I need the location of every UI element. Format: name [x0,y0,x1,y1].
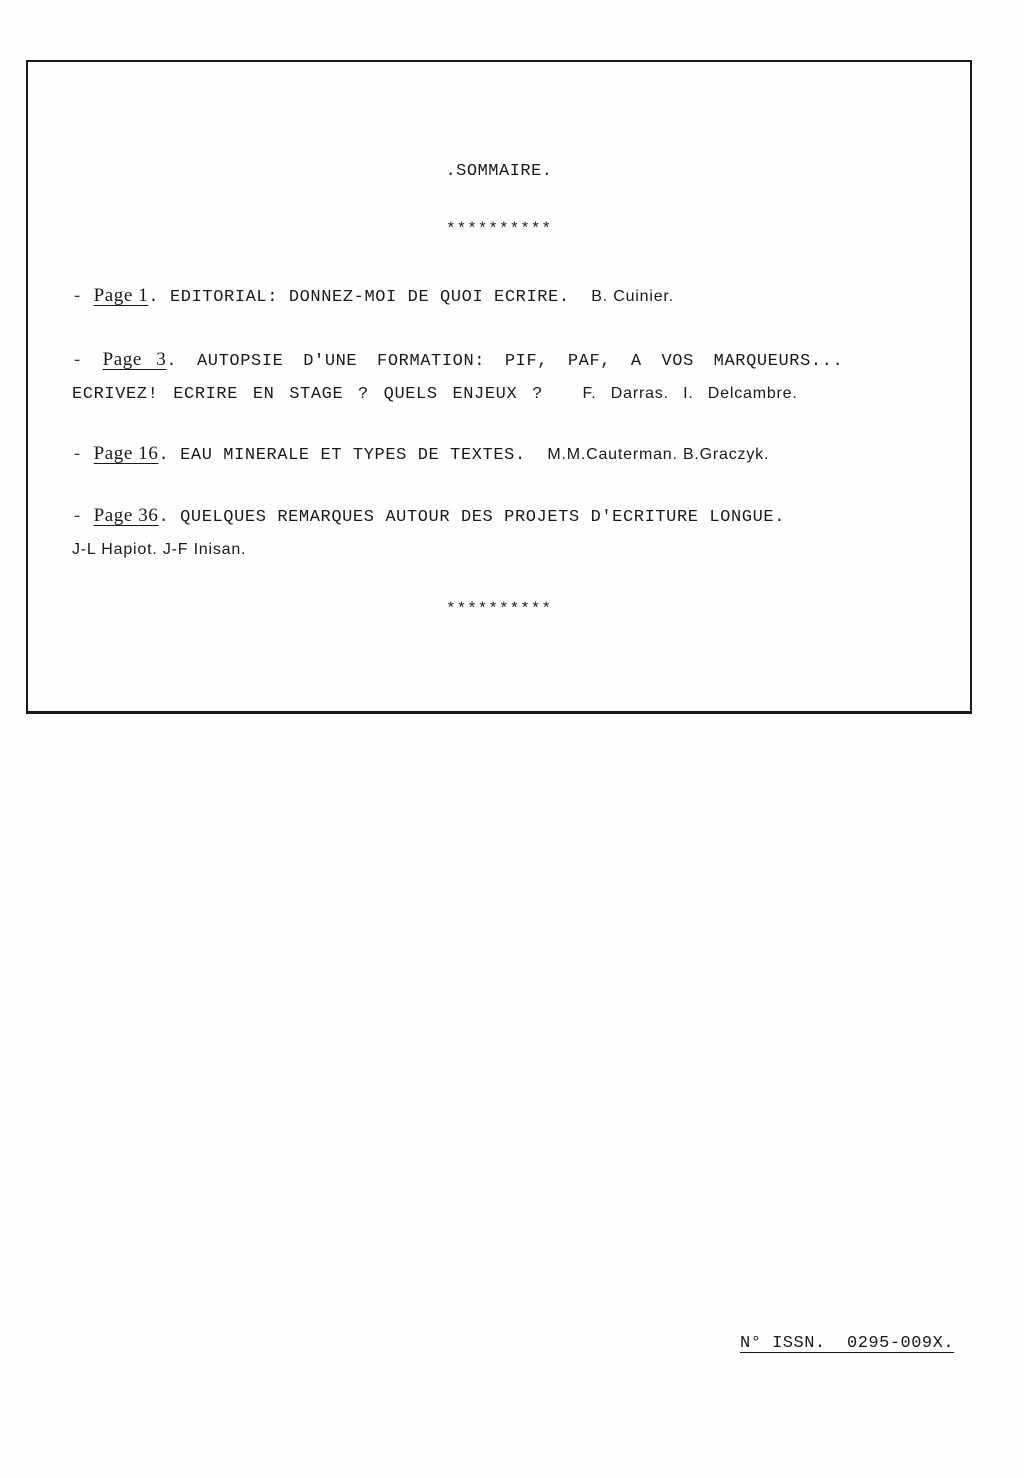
entry-dash: - [72,446,94,465]
entry-authors: F. Darras. I. Delcambre. [582,385,798,402]
entry-page-label: Page 1 [93,285,149,306]
summary-entry [72,438,932,472]
entry-title: . EDITORIAL: DONNEZ-MOI DE QUOI ECRIRE. [148,288,570,307]
summary-entry [72,280,932,314]
issn-number: N° ISSN. 0295-009X. [740,1334,955,1353]
separator-top: ********** [445,220,552,238]
entry-dash: - [72,508,94,527]
entry-authors: B. Cuinier. [591,288,674,305]
entry-dash: - [72,352,103,371]
entry-page-label: Page 16 [93,443,159,464]
summary-title: .SOMMAIRE. [445,162,553,181]
entry-title: . EAU MINERALE ET TYPES DE TEXTES. [158,446,526,465]
separator-bottom: ********** [445,600,552,618]
summary-entry [72,500,932,567]
entry-authors: J-L Hapiot. J-F Inisan. [72,541,247,558]
entry-dash: - [72,288,94,307]
summary-entry [72,344,932,411]
entry-authors: M.M.Cauterman. B.Graczyk. [547,446,770,463]
entry-page-label: Page 36 [93,505,159,526]
entry-title: . QUELQUES REMARQUES AUTOUR DES PROJETS D'ECRITURE LONGUE. [158,508,785,527]
summary-frame [26,60,972,714]
entry-title: . AUTOPSIE D'UNE FORMATION: PIF, PAF, A VOS MARQUEURS... [166,352,844,371]
entry-page-label: Page 3 [102,349,167,370]
entry-title-continued: ECRIVEZ! ECRIRE EN STAGE ? QUELS ENJEUX ? [72,385,543,404]
